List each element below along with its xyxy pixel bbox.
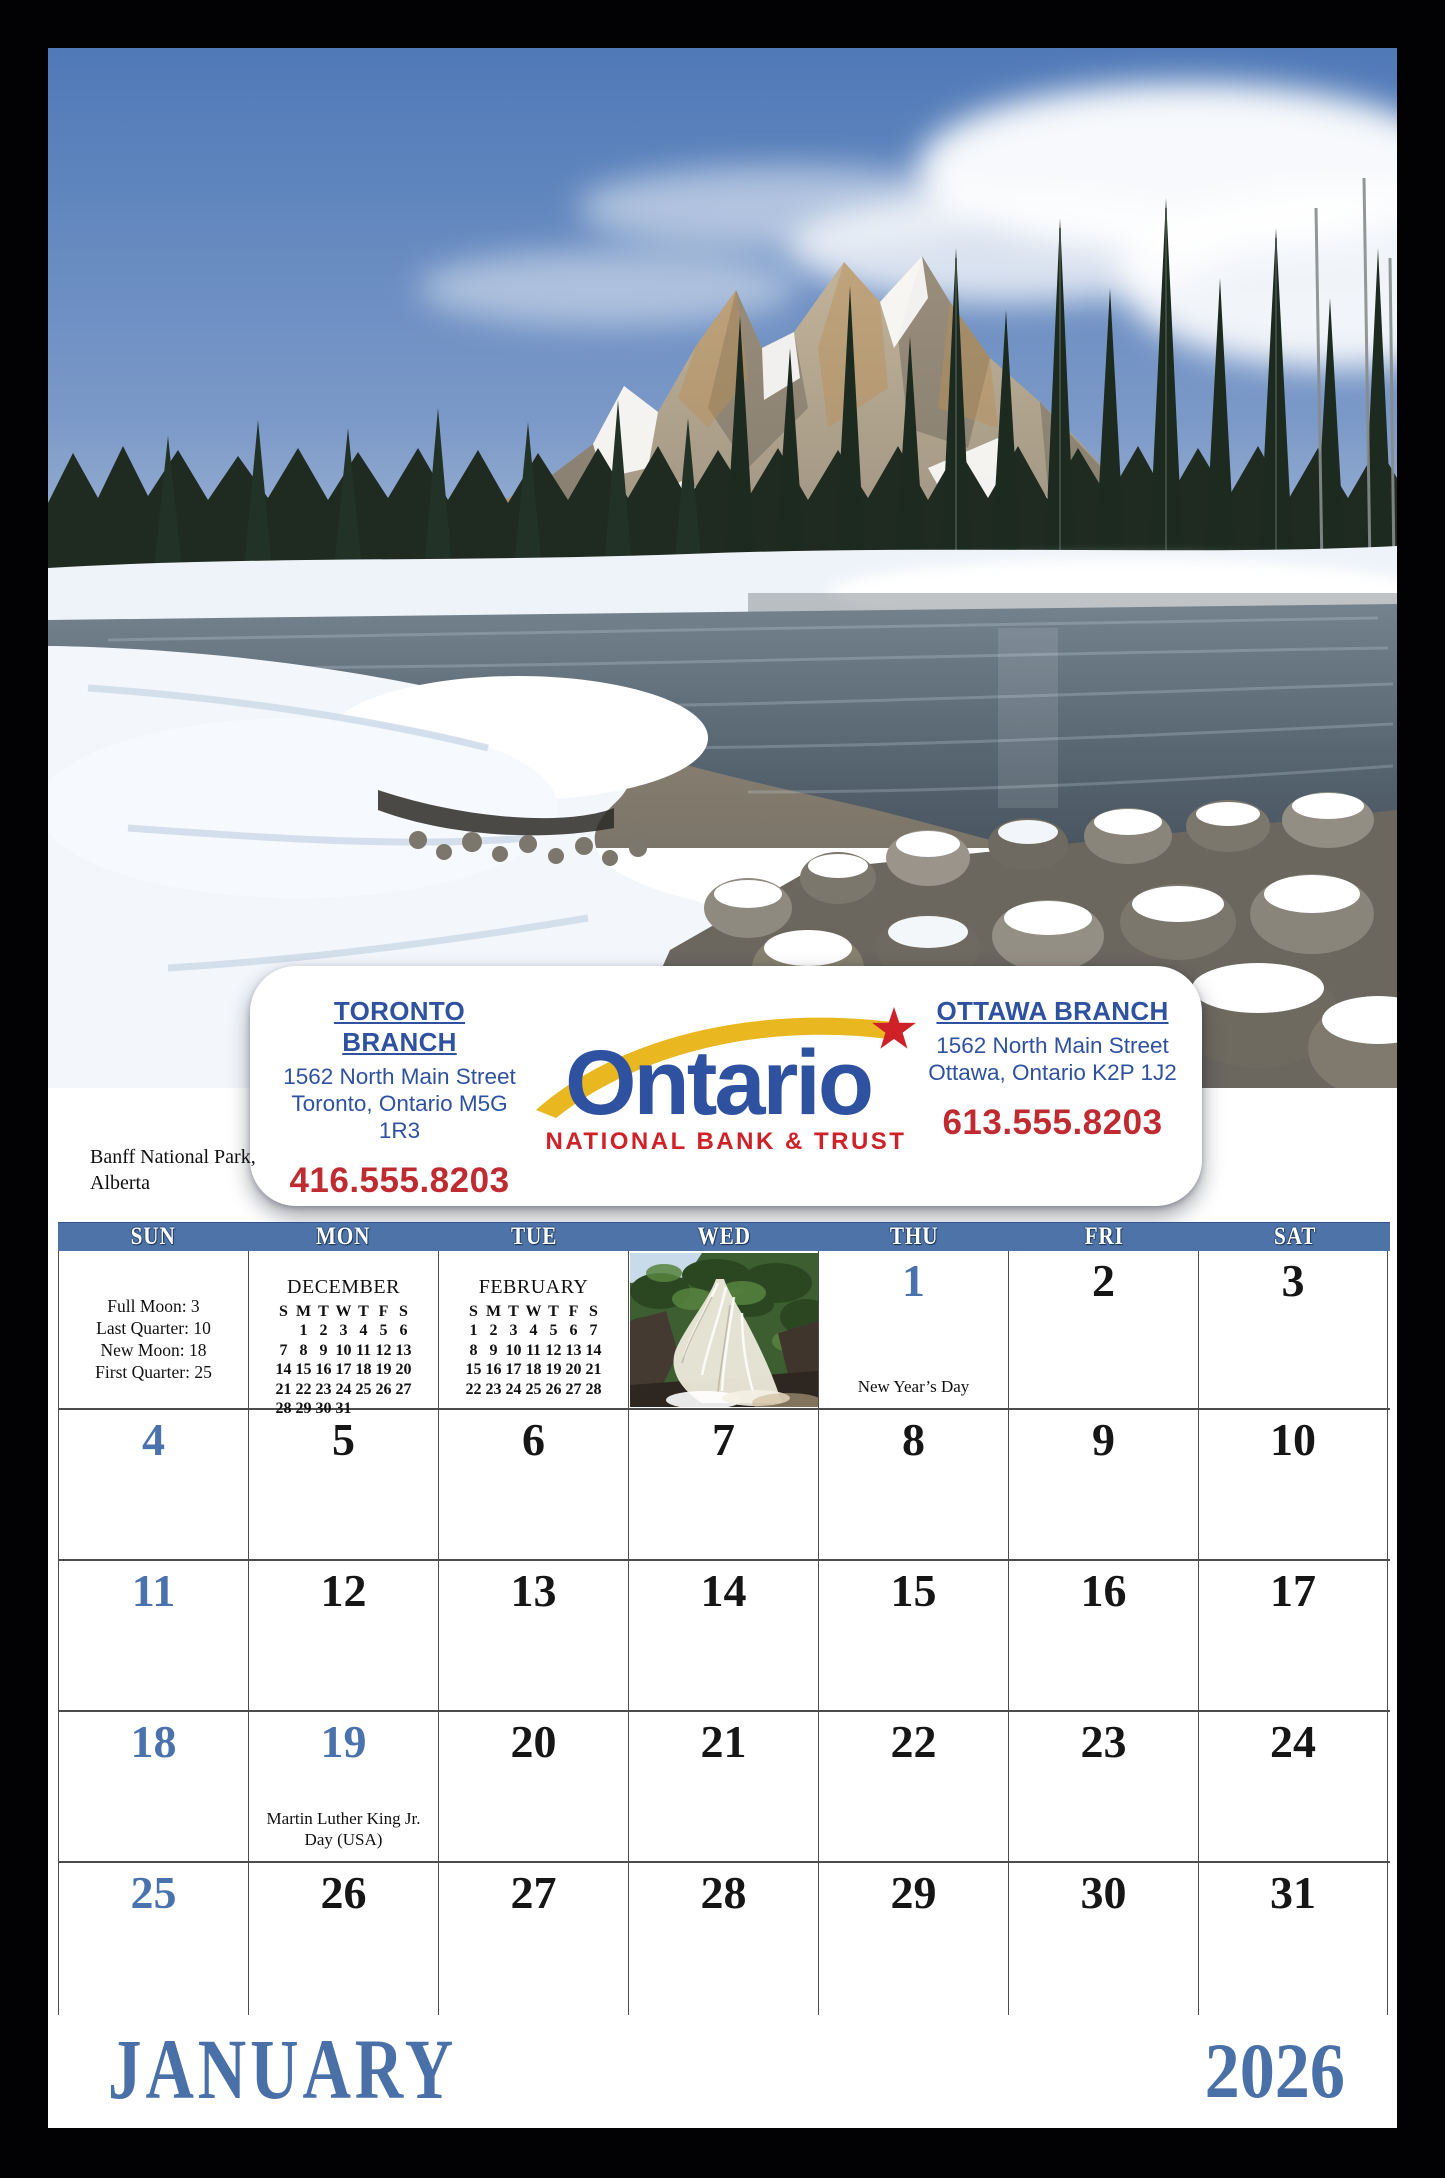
- day-number: 19: [320, 1716, 367, 1767]
- mini-calendar-title: FEBRUARY: [478, 1276, 589, 1298]
- weekday-header-sun: SUN: [130, 1223, 176, 1250]
- mini-calendar-day: 16: [485, 1361, 502, 1379]
- mini-calendar-day: 25: [355, 1380, 372, 1398]
- mini-calendar-day: 22: [295, 1380, 312, 1398]
- mini-calendar-day: 18: [355, 1361, 372, 1379]
- day-number: 20: [510, 1716, 557, 1767]
- day-number: 8: [902, 1414, 925, 1465]
- day-cell-23: [1008, 1712, 1198, 1861]
- weekday-header-tue: TUE: [510, 1223, 557, 1250]
- mini-calendar-day: 24: [335, 1380, 352, 1398]
- mini-calendar-day: 8: [469, 1341, 478, 1359]
- mini-calendar-day: 29: [295, 1400, 312, 1418]
- mini-calendar-day: 12: [545, 1341, 562, 1359]
- mini-calendar-day: 25: [525, 1380, 542, 1398]
- day-cell-20: [438, 1712, 628, 1861]
- mini-calendar-day: 26: [545, 1380, 562, 1398]
- waterfall-photo-image: [630, 1253, 818, 1407]
- mini-calendar-day: 20: [565, 1361, 582, 1379]
- waterfall-photo-cell: [628, 1251, 818, 1408]
- moon-phase-line: Full Moon: 3: [107, 1296, 200, 1316]
- mini-calendar-february: [438, 1251, 628, 1408]
- day-number: 24: [1270, 1716, 1316, 1767]
- toronto-branch-phone: 416.555.8203: [289, 1161, 510, 1200]
- day-number: 13: [510, 1565, 557, 1616]
- mini-calendar-day: 21: [275, 1380, 292, 1398]
- day-number: 18: [130, 1716, 177, 1767]
- day-number: 5: [332, 1414, 355, 1465]
- day-number: 1: [902, 1255, 925, 1306]
- mini-calendar-day: 4: [529, 1322, 538, 1340]
- mini-calendar-day: 15: [465, 1361, 482, 1379]
- mini-calendar-day-letter: T: [358, 1302, 369, 1320]
- day-cell-14: [628, 1561, 818, 1710]
- mini-calendar-day: 7: [589, 1322, 598, 1340]
- mini-calendar-day: 7: [279, 1341, 288, 1359]
- mini-calendar-title: DECEMBER: [287, 1276, 400, 1298]
- day-cell-31: [1198, 1863, 1388, 2015]
- week-row-3: [58, 1561, 1390, 1712]
- weekday-header-row: [58, 1222, 1390, 1251]
- day-number: 3: [1281, 1255, 1305, 1306]
- day-number: 11: [131, 1565, 176, 1616]
- mini-calendar-day: 31: [335, 1400, 352, 1418]
- day-number: 16: [1080, 1565, 1127, 1616]
- day-number: 31: [1270, 1867, 1316, 1918]
- mini-calendar-day: 23: [485, 1380, 502, 1398]
- weekday-header-wed: WED: [697, 1223, 751, 1250]
- weekday-header-mon: MON: [316, 1223, 371, 1250]
- day-cell-29: [818, 1863, 1008, 2015]
- moon-phases-list: [59, 1251, 248, 1383]
- photo-caption-line1: Banff National Park,: [90, 1146, 256, 1168]
- day-cell-21: [628, 1712, 818, 1861]
- mini-calendar-day-letter: S: [589, 1302, 598, 1320]
- mini-calendar-day-letter: S: [399, 1302, 408, 1320]
- moon-phase-line: Last Quarter: 10: [96, 1318, 211, 1338]
- day-cell-2: [1008, 1251, 1198, 1408]
- mini-calendar-day: 1: [469, 1322, 478, 1340]
- mini-calendar-day: 5: [379, 1322, 388, 1340]
- day-number: 21: [700, 1716, 747, 1767]
- moon-phase-line: New Moon: 18: [100, 1340, 207, 1360]
- day-number: 4: [142, 1414, 165, 1465]
- ottawa-branch-address2: Ottawa, Ontario K2P 1J2: [928, 1060, 1177, 1085]
- day-number: 29: [890, 1867, 937, 1918]
- day-number: 28: [700, 1867, 747, 1918]
- mini-calendar-december: [248, 1251, 438, 1418]
- mini-calendar-day: 6: [569, 1322, 578, 1340]
- day-cell-10: [1198, 1410, 1388, 1559]
- day-cell-16: [1008, 1561, 1198, 1710]
- mini-calendar-day: 16: [315, 1361, 332, 1379]
- photo-caption: [90, 1144, 256, 1196]
- mini-calendar-day: 24: [505, 1380, 522, 1398]
- day-cell-13: [438, 1561, 628, 1710]
- mini-calendar-day: 14: [275, 1361, 292, 1379]
- day-cell-27: [438, 1863, 628, 2015]
- day-cell-17: [1198, 1561, 1388, 1710]
- mini-calendar-day-letter: T: [548, 1302, 559, 1320]
- mini-calendar-day: 19: [375, 1361, 392, 1379]
- day-number: 2: [1092, 1255, 1115, 1306]
- day-cell-6: [438, 1410, 628, 1559]
- year-label: 2026: [1204, 2027, 1345, 2114]
- day-number: 9: [1092, 1414, 1115, 1465]
- day-cell-8: [818, 1410, 1008, 1559]
- mini-calendar-day: 1: [299, 1322, 308, 1340]
- day-cell-28: [628, 1863, 818, 2015]
- day-number: 30: [1080, 1867, 1127, 1918]
- mini-calendar-day-letter: M: [485, 1302, 502, 1320]
- week-row-4: [58, 1712, 1390, 1863]
- day-cell-3: [1198, 1251, 1388, 1408]
- mini-calendar-table: [464, 1302, 604, 1400]
- mini-calendar-day: 11: [525, 1341, 542, 1359]
- mini-calendar-day: 28: [585, 1380, 602, 1398]
- day-number: 17: [1270, 1565, 1316, 1616]
- mini-calendar-day: 6: [399, 1322, 408, 1340]
- ottawa-branch-address1: 1562 North Main Street: [936, 1033, 1169, 1058]
- weekday-header-sat: SAT: [1273, 1223, 1316, 1250]
- day-number: 23: [1080, 1716, 1127, 1767]
- mini-calendar-day: 9: [319, 1341, 328, 1359]
- day-cell-15: [818, 1561, 1008, 1710]
- photo-caption-line2: Alberta: [90, 1172, 150, 1194]
- week-row-5: [58, 1863, 1390, 2015]
- mini-calendar-day: 23: [315, 1380, 332, 1398]
- day-number: 22: [890, 1716, 937, 1767]
- day-cell-11: [58, 1561, 248, 1710]
- mini-calendar-day: 22: [465, 1380, 482, 1398]
- mini-calendar-day-letter: W: [525, 1302, 542, 1320]
- mini-calendar-day: 17: [505, 1361, 522, 1379]
- mini-calendar-day: 26: [375, 1380, 392, 1398]
- mini-calendar-day: 20: [395, 1361, 412, 1379]
- mini-calendar-day-letter: T: [508, 1302, 519, 1320]
- mini-calendar-day: 14: [585, 1341, 602, 1359]
- moon-phase-line: First Quarter: 25: [95, 1362, 212, 1382]
- calendar-page: [48, 48, 1397, 2128]
- mini-calendar-day: 30: [315, 1400, 332, 1418]
- day-number: 10: [1270, 1414, 1316, 1465]
- mini-calendar-day: 10: [505, 1341, 522, 1359]
- calendar-block: [58, 1222, 1390, 2015]
- toronto-branch-address2: Toronto, Ontario M5G 1R3: [291, 1091, 508, 1143]
- toronto-branch-block: [274, 996, 525, 1201]
- mini-calendar-day-letter: F: [378, 1302, 389, 1320]
- mini-calendar-day: 28: [275, 1400, 292, 1418]
- mini-calendar-day-letter: W: [335, 1302, 352, 1320]
- mini-calendar-day: 2: [319, 1322, 328, 1340]
- ontario-logo: [525, 996, 927, 1156]
- mini-calendar-day: 27: [395, 1380, 412, 1398]
- day-number: 12: [320, 1565, 367, 1616]
- mini-calendar-day: 13: [395, 1341, 412, 1359]
- mini-calendar-day: 10: [335, 1341, 352, 1359]
- holiday-note: Martin Luther King Jr. Day (USA): [266, 1809, 421, 1849]
- mini-calendar-day: 11: [355, 1341, 372, 1359]
- mini-calendar-day: 15: [295, 1361, 312, 1379]
- mini-calendar-day: 27: [565, 1380, 582, 1398]
- ottawa-branch-block: [927, 996, 1178, 1143]
- advertiser-card: [250, 966, 1202, 1206]
- mini-calendar-day-letter: S: [279, 1302, 288, 1320]
- banff-photo: [48, 48, 1397, 1088]
- day-cell-24: [1198, 1712, 1388, 1861]
- logo-wordmark: Ontario: [564, 1032, 872, 1128]
- day-number: 15: [890, 1565, 937, 1616]
- mini-calendar-day: 9: [489, 1341, 498, 1359]
- mini-calendar-day: 13: [565, 1341, 582, 1359]
- mini-calendar-day: 8: [299, 1341, 308, 1359]
- day-number: 27: [510, 1867, 557, 1918]
- month-title: JANUARY: [108, 2021, 458, 2117]
- day-cell-18: [58, 1712, 248, 1861]
- mini-calendar-day: 12: [375, 1341, 392, 1359]
- mini-calendar-day: 2: [489, 1322, 498, 1340]
- toronto-branch-title: TORONTO BRANCH: [333, 996, 466, 1057]
- day-cell-4: [58, 1410, 248, 1559]
- day-cell-26: [248, 1863, 438, 2015]
- mini-calendar-day-letter: M: [295, 1302, 312, 1320]
- ottawa-branch-phone: 613.555.8203: [942, 1103, 1163, 1142]
- mini-calendar-box: [439, 1251, 628, 1400]
- mini-calendar-day: 19: [545, 1361, 562, 1379]
- logo-tagline: NATIONAL BANK & TRUST: [545, 1128, 907, 1155]
- mini-calendar-day: 4: [359, 1322, 368, 1340]
- day-number: 7: [712, 1414, 735, 1465]
- mini-calendar-day: 21: [585, 1361, 602, 1379]
- mini-calendar-day-letter: T: [318, 1302, 329, 1320]
- mini-calendar-table: [274, 1302, 414, 1419]
- mini-calendar-day: 18: [525, 1361, 542, 1379]
- week-row-1: [58, 1251, 1390, 1418]
- day-cell-5: [248, 1410, 438, 1559]
- day-cell-22: [818, 1712, 1008, 1861]
- mini-calendar-day: 3: [339, 1322, 348, 1340]
- ottawa-branch-title: OTTAWA BRANCH: [936, 996, 1169, 1026]
- day-cell-1: [818, 1251, 1008, 1408]
- day-cell-25: [58, 1863, 248, 2015]
- toronto-branch-address1: 1562 North Main Street: [283, 1064, 516, 1089]
- day-cell-9: [1008, 1410, 1198, 1559]
- mini-calendar-day: 5: [549, 1322, 558, 1340]
- day-cell-7: [628, 1410, 818, 1559]
- day-cell-19: [248, 1712, 438, 1861]
- weekday-header-thu: THU: [889, 1223, 939, 1250]
- mini-calendar-day-letter: F: [568, 1302, 579, 1320]
- mini-calendar-day: 17: [335, 1361, 352, 1379]
- mini-calendar-day: 3: [509, 1322, 518, 1340]
- day-number: 6: [522, 1414, 545, 1465]
- week-row-2: [58, 1410, 1390, 1561]
- day-number: 25: [130, 1867, 177, 1918]
- mini-calendar-day-letter: S: [469, 1302, 478, 1320]
- mini-calendar-day: [274, 1322, 294, 1342]
- weekday-header-fri: FRI: [1084, 1223, 1125, 1250]
- mini-calendar-box: [249, 1251, 438, 1419]
- moon-phases-panel: [58, 1251, 248, 1408]
- day-cell-12: [248, 1561, 438, 1710]
- calendar-grid: [58, 1251, 1390, 2015]
- day-cell-30: [1008, 1863, 1198, 2015]
- day-number: 14: [700, 1565, 747, 1616]
- day-number: 26: [320, 1867, 367, 1918]
- holiday-note: New Year’s Day: [857, 1376, 970, 1396]
